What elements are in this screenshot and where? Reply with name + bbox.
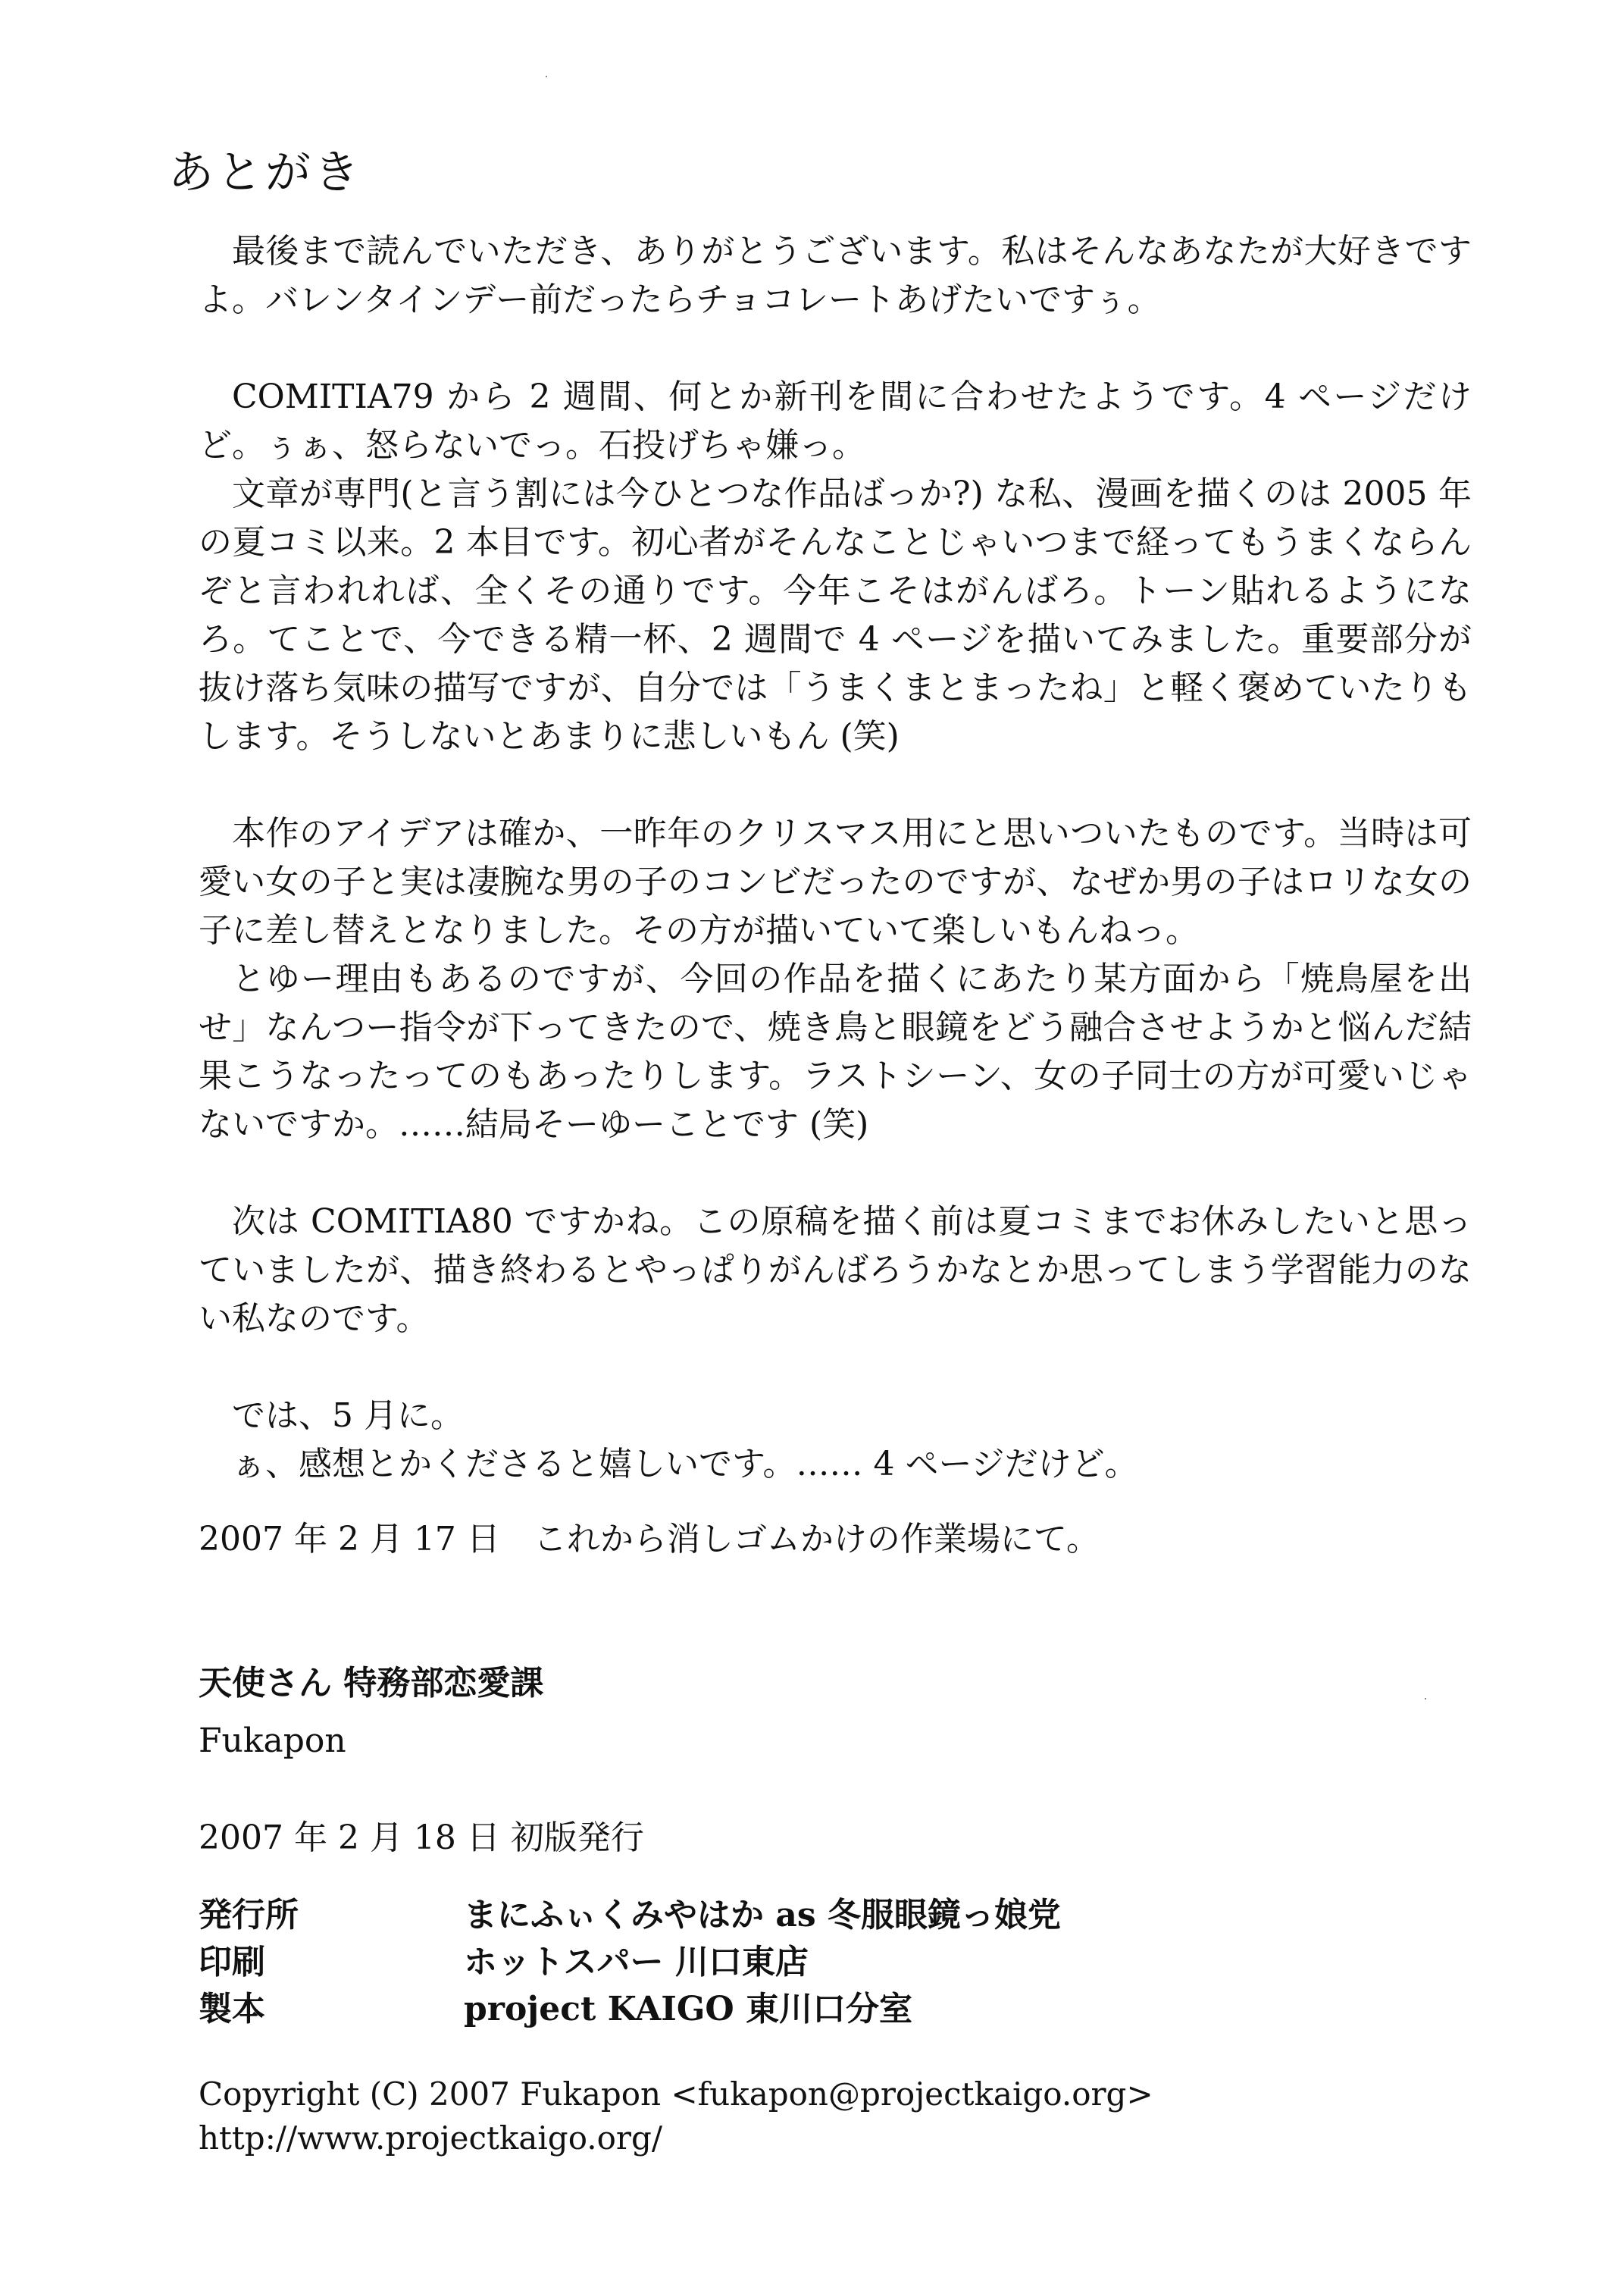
publisher-value: まにふぃくみやはか as 冬服眼鏡っ娘党	[464, 1896, 1061, 1934]
page-title: あとがき	[168, 146, 362, 199]
scan-speck	[546, 76, 547, 77]
book-title: 天使さん 特務部恋愛課	[199, 1664, 544, 1703]
binding-label: 製本	[199, 1990, 265, 2028]
paragraph: COMITIA79 から 2 週間、何とか新刊を間に合わせたようです。4 ページだけど。ぅぁ、怒らないでっ。石投げちゃ嫌っ。	[199, 377, 1472, 465]
afterword-body	[199, 227, 1472, 1489]
paragraph: 最後まで読んでいただき、ありがとうございます。私はそんなあなたが大好きですよ。バレンタインデー前だったらチョコレートあげたいですぅ。	[199, 232, 1472, 319]
paragraph: とゆー理由もあるのですが、今回の作品を描くにあたり某方面から「焼鳥屋を出せ」なんつー指令が下ってきたので、焼き鳥と眼鏡をどう融合させようかと悩んだ結果こうなったってのもあったりします。ラストシーン、女の子同士の方が可愛いじゃないですか。……結局そーゆーことです (笑)	[199, 960, 1472, 1144]
paragraph: 本作のアイデアは確か、一昨年のクリスマス用にと思いついたものです。当時は可愛い女の子と実は凄腕な男の子のコンビだったのですが、なぜか男の子はロリな女の子に差し替えとなりました。その方が描いていて楽しいもんねっ。	[199, 814, 1472, 950]
copyright-line: Copyright (C) 2007 Fukapon <fukapon@projectkaigo.org>	[199, 2075, 1153, 2113]
publisher-label: 発行所	[199, 1896, 299, 1934]
website-url: http://www.projectkaigo.org/	[199, 2119, 662, 2157]
binding-value: project KAIGO 東川口分室	[464, 1990, 913, 2028]
publication-info-table	[199, 1892, 1061, 2033]
table-row	[199, 1892, 1061, 1939]
printer-label: 印刷	[199, 1943, 265, 1981]
scan-speck	[1425, 1698, 1426, 1699]
table-row	[199, 1986, 1061, 2033]
table-row	[199, 1939, 1061, 1986]
colophon	[199, 1660, 1153, 2160]
paragraph: ぁ、感想とかくださると嬉しいです。…… 4 ページだけど。	[232, 1445, 1138, 1483]
printer-value: ホットスパー 川口東店	[464, 1943, 809, 1981]
paragraph: 文章が専門(と言う割には今ひとつな作品ばっか?) な私、漫画を描くのは 2005 年の夏コミ以来。2 本目です。初心者がそんなことじゃいつまで経ってもうまくならんぞと言われれば、全くその通りです。今年こそはがんばろ。トーン貼れるようになろ。てことで、今できる精一杯、2 週間で 4 ページを描いてみました。重要部分が抜け落ち気味の描写ですが、自分では「うまくまとまったね」と軽く褒めていたりもします。そうしないとあまりに悲しいもん (笑)	[199, 475, 1472, 756]
edition-date: 2007 年 2 月 18 日 初版発行	[199, 1818, 644, 1857]
signoff-line: 2007 年 2 月 17 日 これから消しゴムかけの作業場にて。	[199, 1520, 1100, 1558]
paragraph: では、5 月に。	[232, 1396, 464, 1435]
author-name: Fukapon	[199, 1721, 346, 1760]
paragraph: 次は COMITIA80 ですかね。この原稿を描く前は夏コミまでお休みしたいと思っていましたが、描き終わるとやっぱりがんばろうかなとか思ってしまう学習能力のない私なのです。	[199, 1202, 1472, 1338]
